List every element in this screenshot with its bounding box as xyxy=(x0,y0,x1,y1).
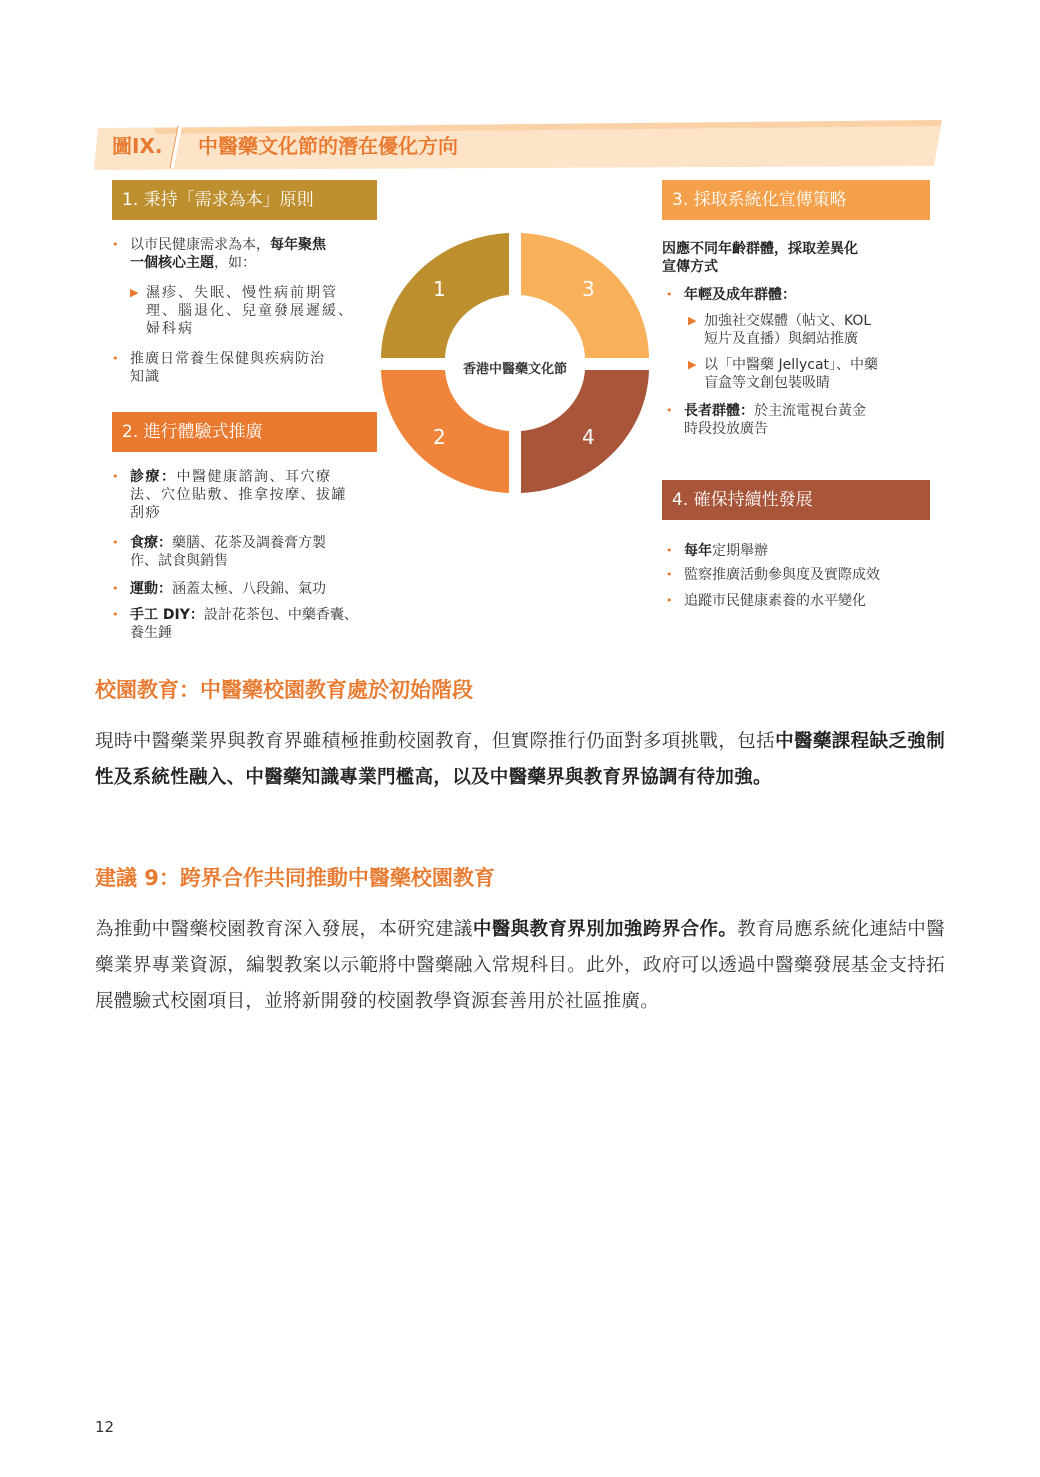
section-2-item-diy: 手工 DIY：設計花茶包、中藥香囊、 養生錘 xyxy=(130,607,358,641)
section-2-item-diet: 食療：藥膳、花茶及調養膏方製 作、試食與銷售 xyxy=(130,535,326,569)
section-3-group-elderly: 長者群體：於主流電視台黃金 時段投放廣告 xyxy=(684,403,866,437)
segment-4-number: 4 xyxy=(582,425,595,449)
section-4-header: 4. 確保持續性發展 xyxy=(662,480,930,520)
section-3-sub-creative: 以「中醫藥 Jellycat」、中藥 盲盒等文創包裝吸睛 xyxy=(704,357,879,391)
bullet-icon: • xyxy=(112,470,119,483)
figure-title: 中醫藥文化節的潛在優化方向 xyxy=(198,134,458,158)
campus-heading: 校園教育：中醫藥校園教育處於初始階段 xyxy=(95,678,473,702)
campus-paragraph: 現時中醫藥業界與教育界雖積極推動校園教育，但實際推行仍面對多項挑戰，包括中醫藥課程缺乏強制性及系統性融入、中醫藥知識專業門檻高，以及中醫藥界與教育界協調有待加強。 xyxy=(95,731,945,788)
donut-center-label: 香港中醫藥文化節 xyxy=(462,362,567,377)
bullet-icon: • xyxy=(112,536,119,549)
page-number: 12 xyxy=(95,1418,115,1436)
bullet-icon: • xyxy=(112,582,119,595)
section-1-bullet-1: 以市民健康需求為本，每年聚焦 一個核心主題，如： xyxy=(130,237,326,271)
segment-1-number: 1 xyxy=(433,277,446,301)
recommendation-heading: 建議 9：跨界合作共同推動中醫藥校園教育 xyxy=(95,866,495,890)
section-2-item-exercise: 運動：涵蓋太極、八段錦、氣功 xyxy=(130,581,326,597)
segment-3-number: 3 xyxy=(582,277,595,301)
triangle-bullet-icon: ▶ xyxy=(130,286,139,299)
bullet-icon: • xyxy=(666,404,673,417)
bullet-icon: • xyxy=(666,288,673,301)
section-4-item-monitor: 監察推廣活動參與度及實際成效 xyxy=(684,567,880,583)
section-1-header: 1. 秉持「需求為本」原則 xyxy=(112,180,377,220)
section-3-group-young: 年輕及成年群體： xyxy=(684,287,796,303)
figure-label: 圖IX. xyxy=(112,134,163,158)
section-2-header: 2. 進行體驗式推廣 xyxy=(112,412,377,452)
triangle-bullet-icon: ▶ xyxy=(688,314,697,327)
section-4-item-annual: 每年定期舉辦 xyxy=(684,543,768,559)
bullet-icon: • xyxy=(112,608,119,621)
bullet-icon: • xyxy=(112,352,119,365)
section-3-header: 3. 採取系統化宣傳策略 xyxy=(662,180,930,220)
bullet-icon: • xyxy=(666,568,673,581)
recommendation-paragraph: 為推動中醫藥校園教育深入發展，本研究建議中醫與教育界別加強跨界合作。教育局應系統化連結中醫藥業界專業資源，編製教案以示範將中醫藥融入常規科目。此外，政府可以透過中醫藥發展基金支持拓展體驗式校園項目，並將新開發的校園教學資源套善用於社區推廣。 xyxy=(95,919,945,1012)
section-1-bullet-2: 推廣日常養生保健與疾病防治 知識 xyxy=(130,351,325,385)
section-1-sub-bullet: 濕疹、失眠、慢性病前期管 理、腦退化、兒童發展遲緩、 婦科病 xyxy=(146,285,354,337)
section-2-item-diagnosis: 診療：中醫健康諮詢、耳穴療 法、穴位貼敷、推拿按摩、拔罐 刮痧 xyxy=(130,469,347,521)
bullet-icon: • xyxy=(666,594,673,607)
bullet-icon: • xyxy=(666,544,673,557)
segment-2-number: 2 xyxy=(433,425,446,449)
festival-donut-diagram xyxy=(380,232,650,494)
triangle-bullet-icon: ▶ xyxy=(688,358,697,371)
section-3-intro: 因應不同年齡群體，採取差異化 宣傳方式 xyxy=(662,241,858,275)
bullet-icon: • xyxy=(112,238,119,251)
figure-banner xyxy=(94,120,946,170)
section-3-sub-social: 加強社交媒體（帖文、KOL 短片及直播）與網站推廣 xyxy=(704,313,872,347)
section-4-item-track: 追蹤市民健康素養的水平變化 xyxy=(684,593,866,609)
